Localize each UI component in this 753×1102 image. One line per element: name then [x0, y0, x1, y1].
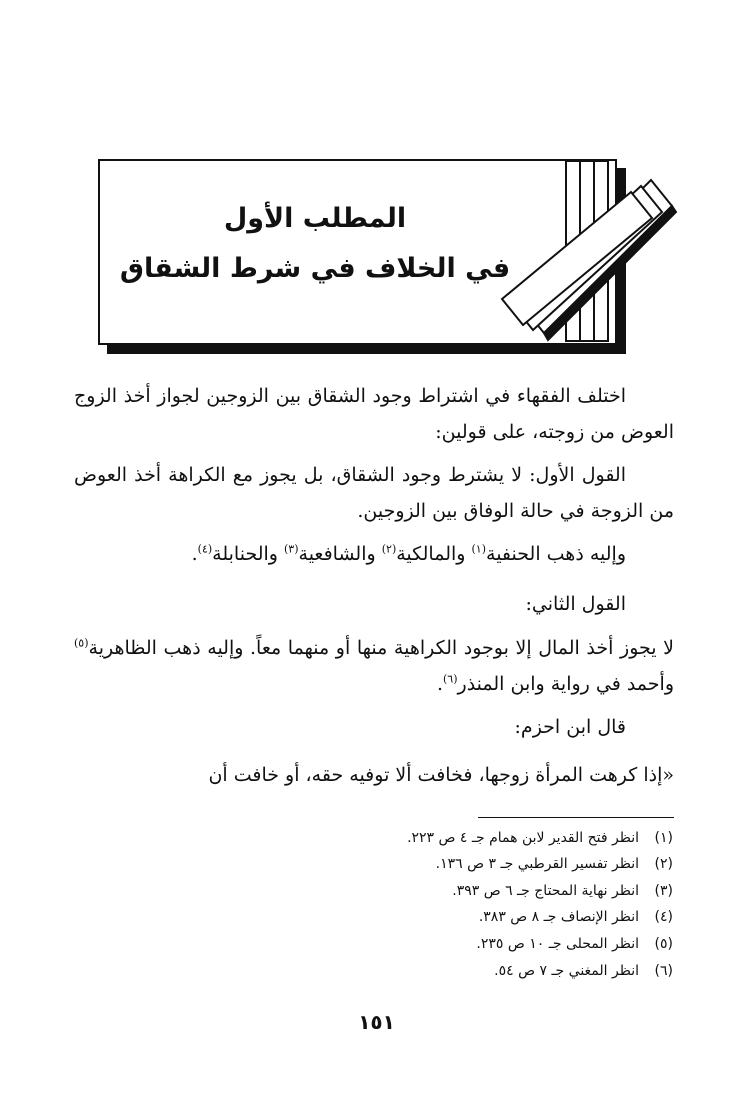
footnote-number: (٤)	[654, 909, 673, 925]
footnote-text: انظر فتح القدير لابن همام جـ ٤ ص ٢٢٣.	[407, 830, 639, 846]
quote-intro-block	[74, 709, 674, 745]
quote-text: «إذا كرهت المرأة زوجها، فخافت ألا توفيه حقه، أو خافت أن	[208, 764, 674, 786]
footnote-item	[153, 934, 673, 954]
footnote-item	[153, 828, 673, 848]
footnote-ref-3[interactable]: (٣)	[284, 542, 299, 556]
footnote-text: انظر الإنصاف جـ ٨ ص ٣٨٣.	[478, 909, 639, 925]
second-opinion-paragraph	[74, 630, 674, 702]
second-opinion-line	[74, 630, 674, 702]
first-supporters-paragraph	[74, 536, 674, 572]
footnote-ref-5[interactable]: (٥)	[74, 636, 89, 650]
footnote-ref-6[interactable]: (٦)	[443, 672, 458, 686]
footnote-item	[153, 881, 673, 901]
footnote-text: انظر تفسير القرطبي جـ ٣ ص ١٣٦.	[435, 856, 639, 872]
footnote-text: انظر نهاية المحتاج جـ ٦ ص ٣٩٣.	[452, 883, 639, 899]
second-opinion-text: لا يجوز أخذ المال إلا بوجود الكراهية منها أو منهما معاً. وإليه ذهب الظاهرية	[88, 637, 674, 659]
section-subtitle: في الخلاف في شرط الشقاق	[119, 253, 511, 284]
footnote-ref-4[interactable]: (٤)	[197, 542, 213, 556]
second-opinion-heading-block	[74, 586, 674, 622]
footnote-item	[153, 907, 673, 927]
footnote-number: (٥)	[654, 936, 673, 952]
section-title: المطلب الأول	[223, 203, 407, 234]
footnote-ref-1[interactable]: (١)	[471, 542, 487, 556]
footnote-item	[153, 961, 673, 981]
footnote-text: انظر المغني جـ ٧ ص ٥٤.	[494, 963, 639, 979]
quote-block	[74, 757, 674, 793]
footnote-item	[153, 854, 673, 874]
first-opinion-text: القول الأول: لا يشترط وجود الشقاق، بل يجوز مع الكراهة أخذ العوض من الزوجة في حالة الوفاق بين الزوجين.	[74, 464, 674, 522]
footnote-number: (٢)	[654, 856, 673, 872]
intro-paragraph	[74, 378, 674, 450]
supporters-shafii: والشافعية	[298, 543, 382, 565]
second-opinion-heading: القول الثاني:	[525, 593, 626, 615]
sentence-end: .	[436, 673, 443, 695]
first-supporters-line	[74, 536, 674, 572]
first-opinion-paragraph	[74, 457, 674, 529]
footnote-number: (١)	[654, 830, 673, 846]
supporters-hanbali: والحنابلة	[212, 543, 284, 565]
footnote-separator	[478, 817, 674, 818]
page-number: ١٥١	[358, 1010, 395, 1034]
footnote-number: (٣)	[654, 883, 673, 899]
quote-intro: قال ابن احزم:	[514, 716, 626, 738]
folded-strips-ornament	[0, 0, 753, 400]
supporters-maliki: والمالكية	[396, 543, 472, 565]
footnote-ref-2[interactable]: (٢)	[381, 542, 397, 556]
footnote-text: انظر المحلى جـ ١٠ ص ٢٣٥.	[476, 936, 639, 952]
second-opinion-mid: وأحمد في رواية وابن المنذر	[457, 673, 674, 695]
intro-text: اختلف الفقهاء في اشتراط وجود الشقاق بين الزوجين لجواز أخذ الزوج العوض من زوجته، على قولين:	[74, 385, 674, 443]
footnote-number: (٦)	[654, 963, 673, 979]
sentence-end: .	[191, 543, 198, 565]
supporters-hanafi: وإليه ذهب الحنفية	[486, 543, 626, 565]
